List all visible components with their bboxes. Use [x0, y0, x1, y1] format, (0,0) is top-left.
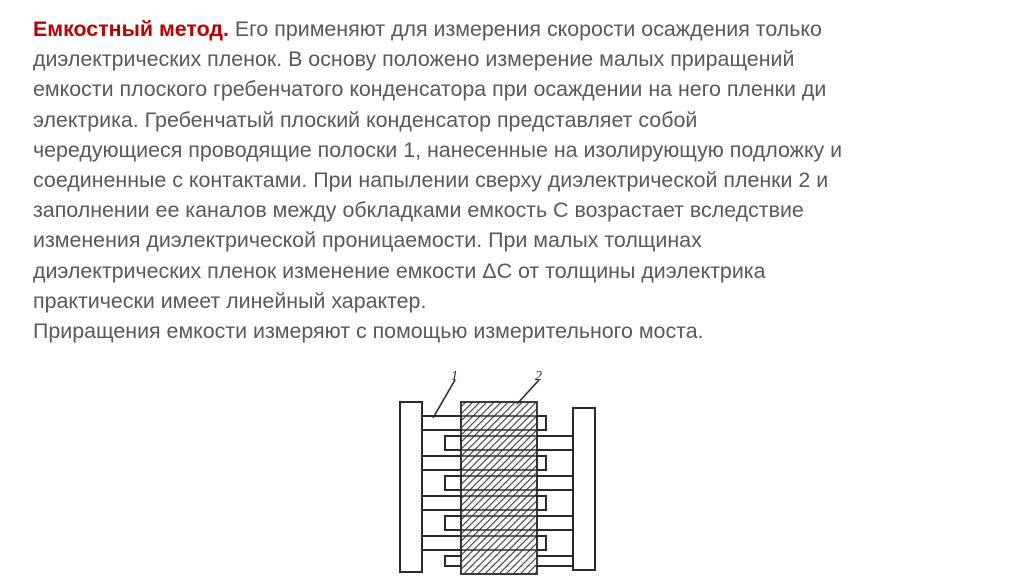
text-line: емкости плоского гребенчатого конденсатора при осаждении на него пленки ди: [33, 77, 827, 102]
comb-capacitor-figure: [393, 368, 613, 576]
dielectric-film: [461, 402, 537, 574]
text-line: соединенные с контактами. При напылении сверху диэлектрической пленки 2 и: [33, 168, 829, 193]
label-film: 2: [535, 369, 542, 384]
comb-capacitor-drawing: [393, 368, 613, 576]
text-line: заполнении ее каналов между обкладками емкость С возрастает вследствие: [33, 198, 804, 223]
method-title: Емкостный метод.: [33, 17, 229, 41]
text-line: изменения диэлектрической проницаемости. При малых толщинах: [33, 228, 702, 253]
leader-line-1: [433, 380, 455, 418]
text-line: Его применяют для измерения скорости осаждения только: [228, 17, 822, 41]
paragraph-measurement: Приращения емкости измеряют с помощью измерительного моста.: [33, 319, 704, 344]
paragraph-capacitive-method: [33, 14, 1008, 316]
text-line: диэлектрических пленок изменение емкости ΔС от толщины диэлектрика: [33, 258, 766, 283]
text-line: диэлектрических пленок. В основу положено измерение малых приращений: [33, 47, 795, 72]
label-strips: 1: [451, 369, 458, 384]
slide-text: [33, 14, 1008, 346]
text-line: электрика. Гребенчатый плоский конденсатор представляет собой: [33, 107, 698, 132]
text-line: практически имеет линейный характер.: [33, 288, 427, 313]
text-line: чередующиеся проводящие полоски 1, нанесенные на изолирующую подложку и: [33, 137, 843, 162]
